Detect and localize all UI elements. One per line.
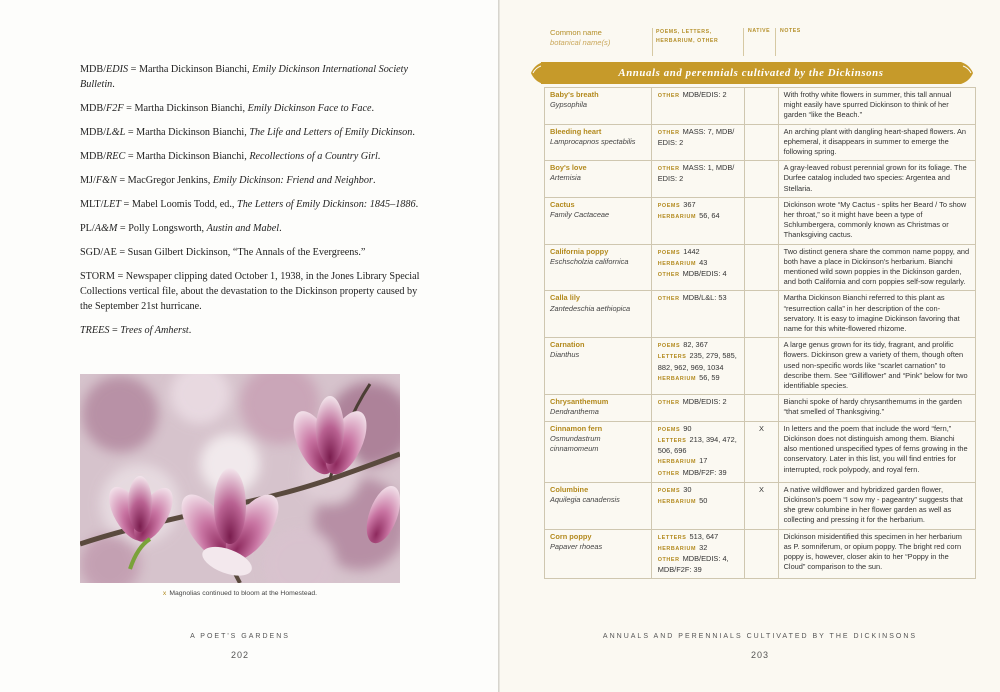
source-value: 213, 394, 472, 506, 696	[657, 434, 737, 456]
notes-cell: An arching plant with dangling heart-shaped flowers. An ephemeral, it disappears in summer to emerge the following spring.	[778, 124, 975, 161]
source-line	[658, 351, 740, 372]
notes-cell: Dickinson misidentified this specimen in her herbarium as P. somniferum, or opium poppy. The bright red corn poppy is, however, closer akin to her “Poppy in the Cloud” comparison to the sun.	[778, 529, 975, 579]
plant-name-cell	[545, 482, 652, 529]
botanical-name: Gypsophila	[550, 100, 587, 110]
source-label: HERBARIUM	[657, 459, 697, 466]
table-row	[545, 244, 976, 291]
source-line	[658, 340, 740, 351]
source-line	[658, 247, 740, 258]
plant-name-cell	[545, 395, 652, 421]
header-divider	[775, 28, 776, 56]
table-row	[545, 161, 976, 198]
header-divider	[743, 28, 744, 56]
source-value: 235, 279, 585, 882, 962, 969, 1034	[657, 351, 737, 372]
source-line	[658, 127, 740, 148]
source-label: LETTERS	[657, 354, 687, 361]
notes-cell: A gray-leaved robust perennial grown for its foliage. The Durfee catalog included two species: Argentea and Stellaria.	[778, 161, 975, 198]
abbreviation-entry: SGD/AE = Susan Gilbert Dickinson, “The Annals of the Evergreens.”	[80, 247, 366, 258]
header-divider	[652, 28, 653, 56]
source-line	[658, 90, 740, 101]
notes-cell: In letters and the poem that include the word “fern,” Dickinson does not distinguish among them. Bianchi also mentioned unspecified types of ferns growing in the conservatory. Later in this list, you will find entries for interrupted, rock polypody, and royal fern.	[778, 421, 975, 482]
botanical-name: Lamprocapnos spectabilis	[550, 136, 636, 146]
source-value: 56, 64	[699, 211, 720, 221]
photo-caption	[80, 590, 400, 597]
plant-name-cell	[545, 88, 652, 125]
abbreviation-entry: MDB/L&L = Martha Dickinson Bianchi, The Life and Letters of Emily Dickinson.	[80, 127, 415, 138]
abbreviation-entry: MDB/F2F = Martha Dickinson Bianchi, Emily Dickinson Face to Face.	[80, 103, 375, 114]
common-name: Cactus	[550, 199, 575, 209]
header-native: NATIVE	[748, 28, 771, 34]
source-label: OTHER	[657, 93, 680, 99]
source-value: MASS: 1, MDB/ EDIS: 2	[657, 163, 735, 184]
abbreviation-entry: MJ/F&N = MacGregor Jenkins, Emily Dickinson: Friend and Neighbor.	[80, 175, 376, 186]
plant-name-cell	[545, 291, 652, 338]
source-label: HERBARIUM	[657, 375, 697, 382]
sources-cell	[651, 338, 745, 395]
plant-table	[544, 87, 976, 579]
plant-name-cell	[545, 244, 652, 291]
sources-cell	[651, 244, 745, 291]
common-name: Calla lily	[550, 293, 580, 303]
source-line	[658, 200, 740, 211]
caption-text: Magnolias continued to bloom at the Homestead.	[169, 590, 318, 597]
source-label: OTHER	[657, 166, 680, 173]
header-sources: POEMS, LETTERS, HERBARIUM, OTHER	[656, 29, 719, 44]
plant-name-cell	[545, 338, 652, 395]
source-label: HERBARIUM	[657, 545, 697, 552]
sources-cell	[651, 88, 745, 125]
native-cell	[745, 291, 778, 338]
source-label: OTHER	[657, 129, 680, 136]
botanical-name: Eschscholzia californica	[550, 256, 629, 266]
plant-name-cell	[545, 421, 652, 482]
source-line	[658, 211, 740, 222]
source-label: OTHER	[657, 296, 680, 303]
source-line	[658, 468, 740, 479]
source-value: 17	[699, 456, 708, 466]
running-head-right: ANNUALS AND PERENNIALS CULTIVATED BY THE DICKINSONS	[602, 633, 918, 640]
common-name: Columbine	[550, 484, 589, 494]
native-cell	[745, 244, 778, 291]
notes-cell: A large genus grown for its tidy, fragrant, and prolific flowers. Dickinson grew a variety of them, though often used non-specific words like “scarlet carnation” to describe them. See “Gilliflower” and “Pink” below for two identifiable species.	[778, 338, 975, 395]
source-label: POEMS	[657, 487, 681, 494]
native-cell	[745, 529, 778, 579]
source-line	[658, 397, 740, 408]
left-page	[0, 0, 499, 692]
source-value: MDB/EDIS: 4	[682, 269, 727, 279]
page-number-left: 202	[230, 650, 250, 660]
botanical-name: Dianthus	[550, 350, 580, 360]
common-name: Bleeding heart	[550, 126, 602, 136]
botanical-name: Papaver rhoeas	[550, 541, 603, 551]
source-value: 513, 647	[689, 531, 719, 541]
sources-cell	[651, 197, 745, 244]
sources-cell	[651, 161, 745, 198]
abbreviation-entry: TREES = Trees of Amherst.	[80, 325, 192, 336]
source-label: POEMS	[657, 202, 681, 209]
source-label: POEMS	[657, 426, 681, 433]
source-line	[658, 373, 740, 384]
source-label: HERBARIUM	[657, 260, 697, 267]
source-line	[658, 543, 740, 554]
source-line	[658, 293, 740, 304]
source-line	[658, 258, 740, 269]
source-value: 1442	[683, 246, 700, 256]
source-label: HERBARIUM	[657, 214, 697, 221]
banner-ornament-right-icon	[961, 60, 975, 86]
common-name: Cinnamon fern	[550, 423, 603, 433]
source-line	[658, 424, 740, 435]
header-common-name: Common name botanical name(s)	[550, 28, 650, 47]
sources-cell	[651, 421, 745, 482]
common-name: Corn poppy	[550, 531, 592, 541]
source-value: MDB/L&L: 53	[682, 293, 727, 303]
source-label: HERBARIUM	[657, 498, 697, 505]
native-cell	[745, 395, 778, 421]
source-value: 50	[699, 495, 708, 505]
plant-name-cell	[545, 197, 652, 244]
source-line	[658, 456, 740, 467]
notes-cell: Martha Dickinson Bianchi referred to this plant as “resurrection calla” in her description of the con- servatory. It is easy to imagine Dickinson favoring that name for this white-flowered rhizome.	[778, 291, 975, 338]
source-label: OTHER	[657, 470, 680, 477]
section-banner	[529, 60, 976, 86]
notes-cell: Bianchi spoke of hardy chrysanthemums in the garden “that smelled of Thanksgiving.”	[778, 395, 975, 421]
table-row	[545, 124, 976, 161]
source-value: 82, 367	[683, 340, 708, 350]
source-line	[658, 554, 740, 575]
source-label: LETTERS	[657, 534, 687, 541]
table-row	[545, 482, 976, 529]
banner-title: Annuals and perennials cultivated by the Dickinsons	[618, 67, 884, 79]
source-value: 30	[683, 484, 692, 494]
botanical-name: Family Cactaceae	[550, 210, 610, 220]
abbreviation-entry: MDB/REC = Martha Dickinson Bianchi, Recollections of a Country Girl.	[80, 151, 381, 162]
native-cell	[745, 197, 778, 244]
botanical-name: Dendranthema	[550, 407, 599, 417]
table-row	[545, 197, 976, 244]
running-head-left: A POET'S GARDENS	[190, 633, 290, 640]
common-name: Baby's breath	[550, 90, 599, 99]
source-value: MDB/EDIS: 4, MDB/F2F: 39	[657, 553, 729, 575]
source-value: 367	[683, 199, 696, 209]
source-value: MDB/F2F: 39	[682, 467, 727, 477]
abbreviation-list	[80, 62, 420, 347]
plant-name-cell	[545, 161, 652, 198]
botanical-name: Osmundastrum cinnamomeum	[550, 433, 601, 454]
sources-cell	[651, 124, 745, 161]
table-row	[545, 88, 976, 125]
abbreviation-entry: MLT/LET = Mabel Loomis Todd, ed., The Letters of Emily Dickinson: 1845–1886.	[80, 199, 419, 210]
source-label: OTHER	[657, 272, 680, 279]
source-label: LETTERS	[657, 437, 687, 444]
source-label: POEMS	[657, 343, 681, 350]
source-value: MDB/EDIS: 2	[682, 397, 727, 407]
abbreviation-entry: PL/A&M = Polly Longsworth, Austin and Mabel.	[80, 223, 282, 234]
native-cell	[745, 338, 778, 395]
common-name: Carnation	[550, 340, 585, 350]
botanical-name: Artemisia	[550, 173, 581, 183]
table-row	[545, 338, 976, 395]
source-line	[658, 485, 740, 496]
table-row	[545, 529, 976, 579]
source-label: OTHER	[657, 556, 680, 563]
notes-cell: With frothy white flowers in summer, this tall annual might easily have spurred Dickinson to think of her garden “like the Beach.”	[778, 88, 975, 125]
source-line	[658, 435, 740, 456]
header-botanical-name: botanical name(s)	[550, 38, 611, 47]
plant-name-cell	[545, 529, 652, 579]
common-name: California poppy	[550, 246, 609, 256]
caption-marker: x	[162, 590, 167, 597]
sources-cell	[651, 291, 745, 338]
abbreviation-entry: MDB/EDIS = Martha Dickinson Bianchi, Emily Dickinson International Society Bulletin.	[80, 64, 409, 90]
plant-name-cell	[545, 124, 652, 161]
common-name: Chrysanthemum	[550, 397, 609, 407]
common-name: Boy's love	[550, 163, 587, 173]
native-cell	[745, 161, 778, 198]
source-label: OTHER	[657, 400, 680, 407]
source-line	[658, 532, 740, 543]
source-value: 56, 59	[699, 372, 720, 382]
source-label: POEMS	[657, 249, 681, 256]
sources-cell	[651, 529, 745, 579]
native-cell: X	[745, 421, 778, 482]
source-value: MASS: 7, MDB/ EDIS: 2	[657, 126, 735, 147]
source-value: 32	[699, 542, 708, 552]
header-notes: NOTES	[780, 28, 801, 34]
table-row	[545, 421, 976, 482]
botanical-name: Zantedeschia aethiopica	[550, 303, 631, 313]
table-row	[545, 395, 976, 421]
notes-cell: Dickinson wrote “My Cactus - splits her Beard / To show her throat,” so it might have been a type of Schlumbergera, commonly known as Christmas or Thanksgiving cactus.	[778, 197, 975, 244]
source-line	[658, 163, 740, 184]
notes-cell: A native wildflower and hybridized garden flower, Dickinson's poem “I sow my - pageantry” suggests that she grew columbine in her flower garden as well as collecting and pressing it for the herbarium.	[778, 482, 975, 529]
native-cell	[745, 124, 778, 161]
source-line	[658, 496, 740, 507]
source-line	[658, 269, 740, 280]
native-cell: X	[745, 482, 778, 529]
table-row	[545, 291, 976, 338]
page-number-right: 203	[750, 650, 770, 660]
notes-cell: Two distinct genera share the common name poppy, and both have a place in Dickinson's herbarium. Bianchi mentioned wild sown poppies in the Dickinson garden, and both California and corn poppies self-sow regularly.	[778, 244, 975, 291]
source-value: 90	[683, 423, 692, 433]
source-value: 43	[699, 257, 708, 267]
abbreviation-entry: STORM = Newspaper clipping dated October 1, 1938, in the Jones Library Special Collections vertical file, about the devastation to the Dickinson property caused by the September 21st hurricane.	[80, 271, 420, 312]
sources-cell	[651, 395, 745, 421]
source-value: MDB/EDIS: 2	[682, 90, 727, 99]
magnolia-photo	[80, 374, 400, 583]
botanical-name: Aquilegia canadensis	[550, 494, 620, 504]
native-cell	[745, 88, 778, 125]
sources-cell	[651, 482, 745, 529]
